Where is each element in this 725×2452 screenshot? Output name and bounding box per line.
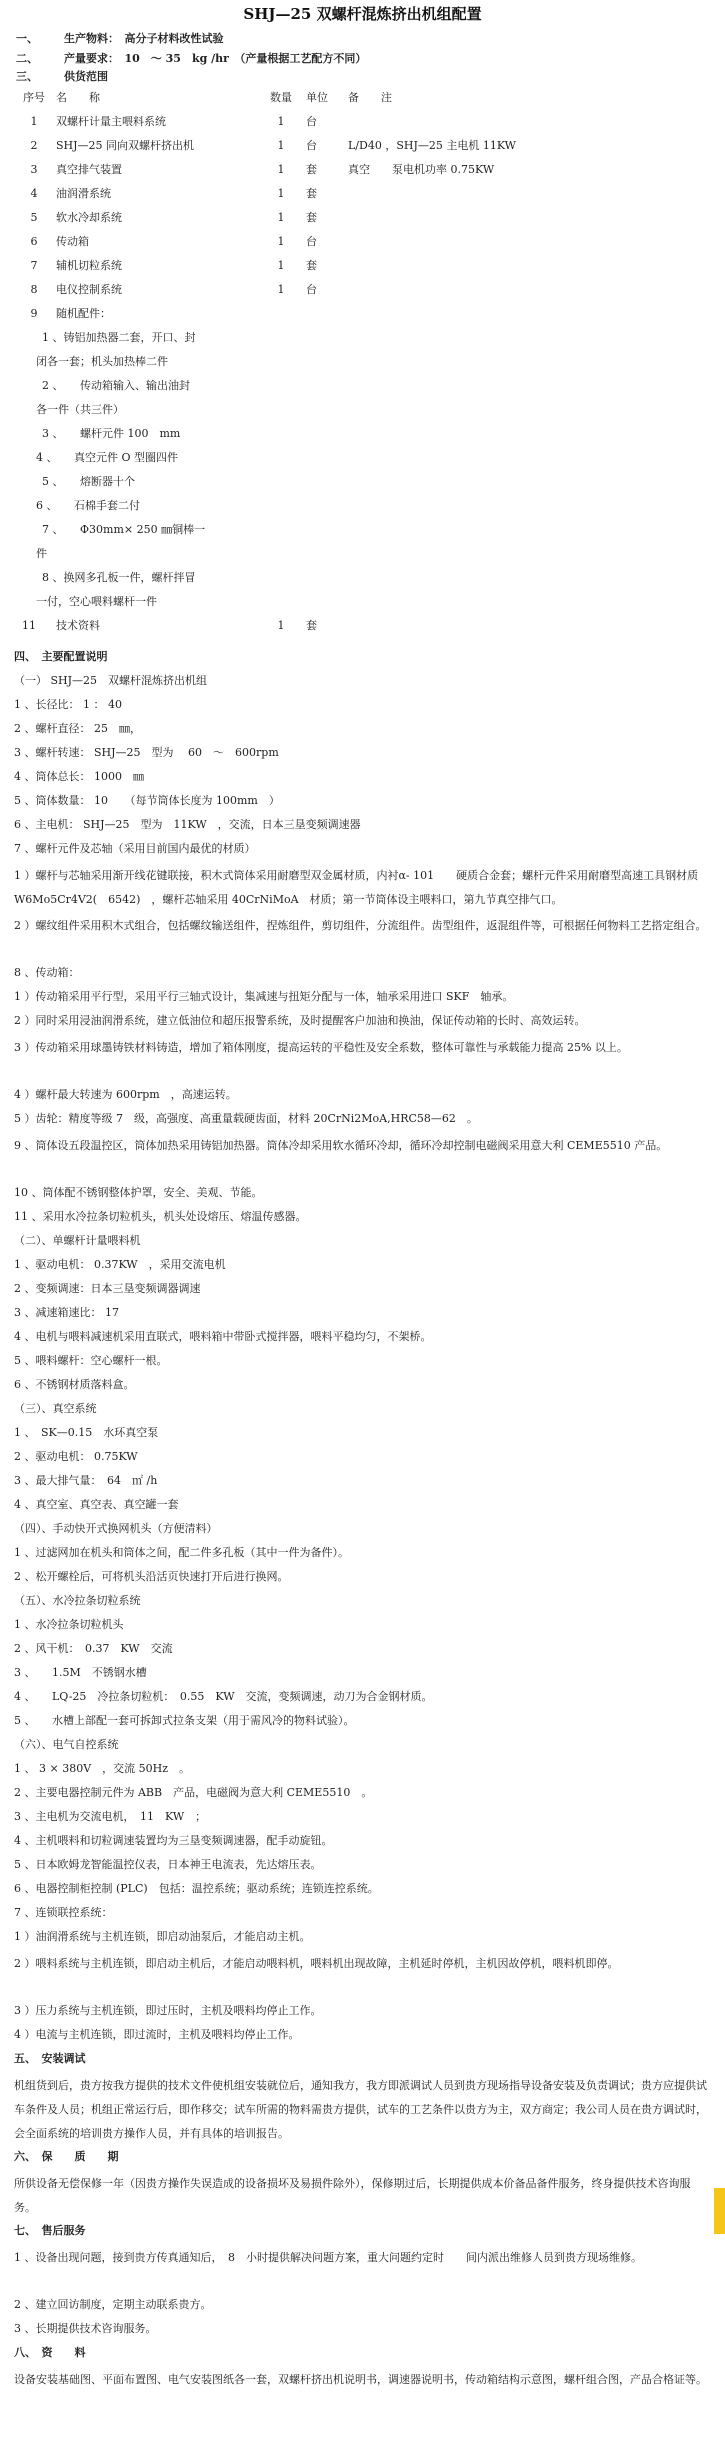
body-line: 5 、日本欧姆龙智能温控仪表，日本神王电流表，先达熔压表。 (14, 1858, 322, 1871)
table-cell: 1 (277, 259, 285, 272)
accessory-text: 7 、 Φ30mm× 250 ㎜铜棒一 (42, 523, 206, 536)
body-line: 1 ）螺杆与芯轴采用渐开线花键联接，积木式筒体采用耐磨型双金属材质，内衬α- 101 硬质合金套；螺杆元件采用耐磨型高速工具钢材质 W6Mo5Cr4V2( 6542) ，螺杆芯轴采用 40CrNiMoA 材质；第一节筒体设主喂料口，第九节真空排气口。 (14, 869, 699, 906)
table-row (14, 230, 714, 254)
body-line: 6 、不锈钢材质落料盒。 (14, 1378, 135, 1391)
table-cell: 技术资料 (56, 619, 100, 632)
body-line: 3 ）压力系统与主机连锁，即过压时，主机及喂料均停止工作。 (14, 2004, 322, 2017)
body-line: 10 、筒体配不锈钢整体护罩，安全、美观、节能。 (14, 1186, 263, 1199)
table-cell: 3 (30, 163, 38, 176)
table-row (14, 302, 714, 326)
table-cell: 备 注 (348, 91, 392, 104)
body-line: 1 、驱动电机： 0.37KW ，采用交流电机 (14, 1258, 226, 1271)
body-line: 4 、 LQ-25 冷拉条切粒机： 0.55 KW 交流，变频调速，动刀为合金钢材质。 (14, 1690, 433, 1703)
body-line: 2 、变频调速：日本三垦变频调器调速 (14, 1282, 201, 1295)
accessory-text: 8 、换网多孔板一件，螺杆拌冒 (42, 571, 196, 584)
table-row (14, 206, 714, 230)
table-cell: 台 (306, 235, 317, 248)
table-row (14, 182, 714, 206)
table-cell: 2 (30, 139, 38, 152)
accessory-text: 一付，空心喂料螺杆一件 (36, 595, 157, 608)
table-row (14, 158, 714, 182)
table-row (14, 110, 714, 134)
table-cell: 套 (306, 211, 317, 224)
head-text: 产量要求： 10 ～ 35 kg /hr （产量根据工艺配方不同） (64, 52, 367, 65)
table-cell: 1 (30, 115, 38, 128)
body-line: 4 、电机与喂料减速机采用直联式，喂料箱中带卧式搅拌器，喂料平稳均匀，不架桥。 (14, 1330, 432, 1343)
body-line: （三）、真空系统 (14, 1402, 97, 1415)
table-cell: 1 (277, 235, 285, 248)
body-line: 6 、主电机： SHJ—25 型为 11KW ，交流，日本三垦变频调速器 (14, 818, 361, 831)
accessory-text: 6 、 石棉手套二付 (36, 499, 140, 512)
section-heading: 五、 安装调试 (14, 2052, 86, 2065)
body-line: 11 、采用水冷拉条切粒机头，机头处设熔压、熔温传感器。 (14, 1210, 307, 1223)
body-line: 2 、螺杆直径： 25 ㎜， (14, 722, 141, 735)
section-number: 二、 (16, 52, 38, 65)
table-cell: 11 (22, 619, 36, 632)
body-line: 2 ）喂料系统与主机连锁，即启动主机后，才能启动喂料机，喂料机出现故障，主机延时停机，主机因故停机，喂料机即停。 (14, 1957, 619, 1970)
body-line: 1 、水冷拉条切粒机头 (14, 1618, 124, 1631)
section-number: 三、 (16, 70, 38, 83)
body-line: 设备安装基础图、平面布置图、电气安装图纸各一套，双螺杆挤出机说明书，调速器说明书，传动箱结构示意图，螺杆组合图，产品合格证等。 (14, 2373, 707, 2386)
accessory-item (14, 590, 714, 614)
accessory-item (14, 470, 714, 494)
table-cell: 单位 (306, 91, 328, 104)
body-line: （二）、单螺杆计量喂料机 (14, 1234, 141, 1247)
body-line: 1 、设备出现问题，接到贵方传真通知后， 8 小时提供解决问题方案，重大问题约定时 间内派出维修人员到贵方现场维修。 (14, 2251, 642, 2264)
table-row (14, 278, 714, 302)
table-cell: 7 (30, 259, 38, 272)
body-line: 3 ）传动箱采用球墨铸铁材料铸造，增加了箱体刚度，提高运转的平稳性及安全系数，整体可靠性与承载能力提高 25% 以上。 (14, 1041, 628, 1054)
body-line: 2 ）同时采用浸油润滑系统，建立低油位和超压报警系统，及时提醒客户加油和换油，保证传动箱的长时、高效运转。 (14, 1014, 586, 1027)
table-cell: 油润滑系统 (56, 187, 111, 200)
table-cell: 序号 (23, 91, 45, 104)
accessory-item (14, 494, 714, 518)
body-line: 3 、长期提供技术咨询服务。 (14, 2322, 157, 2335)
table-cell: 辅机切粒系统 (56, 259, 122, 272)
body-line: 4 、筒体总长： 1000 ㎜ (14, 770, 144, 783)
side-accent-bar (714, 2188, 725, 2234)
accessory-text: 件 (36, 547, 47, 560)
body-line: 2 、主要电器控制元件为 ABB 产品，电磁阀为意大利 CEME5510 。 (14, 1786, 373, 1799)
accessory-text: 3 、 螺杆元件 100 mm (42, 427, 181, 440)
body-line: 3 、 1.5M 不锈钢水槽 (14, 1666, 147, 1679)
body-line: 5 、 水槽上部配一套可拆卸式拉条支架（用于需风冷的物料试验）。 (14, 1714, 355, 1727)
section-heading: 六、 保 质 期 (14, 2150, 119, 2163)
table-cell: 1 (277, 283, 285, 296)
table-row (14, 254, 714, 278)
body-line: 5 ）齿轮：精度等级 7 级，高强度、高重量载硬齿面，材料 20CrNi2MoA,HRC58—62 。 (14, 1112, 478, 1125)
body-line: （六）、电气自控系统 (14, 1738, 119, 1751)
body-line: 4 ）螺杆最大转速为 600rpm ，高速运转。 (14, 1088, 237, 1101)
table-row (14, 614, 714, 638)
table-cell: 1 (277, 139, 285, 152)
body-line: 机组货到后，贵方按我方提供的技术文件使机组安装就位后，通知我方，我方即派调试人员到贵方现场指导设备安装及负责调试；贵方应提供试车条件及人员；机组正常运行后，即作移交；试车所需的物料需贵方提供，试车的工艺条件以贵方为主，双方商定；我公司人员在贵方调试时，会全面系统的培训贵方操作人员，并有具体的培训报告。 (14, 2079, 707, 2140)
accessory-item (14, 422, 714, 446)
accessory-text: 4 、 真空元件 O 型圈四件 (36, 451, 179, 464)
table-cell: 套 (306, 619, 317, 632)
table-row (14, 134, 714, 158)
table-cell: 套 (306, 259, 317, 272)
table-cell: 名 称 (56, 91, 100, 104)
table-cell: 5 (30, 211, 38, 224)
body-line: 6 、电器控制柜控制 (PLC) 包括：温控系统；驱动系统；连锁连控系统。 (14, 1882, 379, 1895)
table-cell: 9 (30, 307, 38, 320)
accessory-item (14, 518, 714, 542)
body-line: 5 、筒体数量： 10 （每节筒体长度为 100mm ） (14, 794, 280, 807)
body-line: 1 ）传动箱采用平行型，采用平行三轴式设计，集减速与扭矩分配与一体，轴承采用进口 SKF 轴承。 (14, 990, 514, 1003)
table-cell: 1 (277, 619, 285, 632)
accessory-item (14, 446, 714, 470)
document-title: SHJ—25 双螺杆混炼挤出机组配置 (243, 5, 482, 23)
body-line: 2 、松开螺栓后，可将机头沿活页快速打开后进行换网。 (14, 1570, 289, 1583)
table-cell: 双螺杆计量主喂料系统 (56, 115, 166, 128)
accessory-item (14, 350, 714, 374)
accessory-item (14, 326, 714, 350)
table-cell: 4 (30, 187, 38, 200)
accessory-item (14, 566, 714, 590)
table-cell: 台 (306, 115, 317, 128)
body-line: 7 、连锁联控系统： (14, 1906, 113, 1919)
table-cell: 套 (306, 187, 317, 200)
body-line: 1 、 3 × 380V ，交流 50Hz 。 (14, 1762, 191, 1775)
body-line: 2 、建立回访制度，定期主动联系贵方。 (14, 2298, 212, 2311)
accessory-text: 各一件（共三件） (36, 403, 124, 416)
accessory-text: 1 、铸铝加热器二套，开口、封 (42, 331, 196, 344)
head-text: 供货范围 (64, 70, 108, 83)
body-line: 8 、传动箱： (14, 966, 80, 979)
table-cell: 真空排气装置 (56, 163, 122, 176)
section-heading: 八、 资 料 (14, 2346, 86, 2359)
body-line: 1 、过滤网加在机头和筒体之间，配二件多孔板（其中一件为备件）。 (14, 1546, 349, 1559)
head-line (14, 68, 710, 86)
supply-table (14, 86, 714, 638)
body-line: 3 、主电机为交流电机， 11 KW ； (14, 1810, 207, 1823)
table-cell: 电仪控制系统 (56, 283, 122, 296)
table-cell: 1 (277, 163, 285, 176)
body-line: 1 、 SK—0.15 水环真空泵 (14, 1426, 159, 1439)
body-line: 3 、减速箱速比： 17 (14, 1306, 119, 1319)
body-line: 2 、风干机： 0.37 KW 交流 (14, 1642, 173, 1655)
section-heading: 七、 售后服务 (14, 2224, 86, 2237)
section-heading: 四、 主要配置说明 (14, 650, 108, 663)
table-cell: 台 (306, 139, 317, 152)
table-header-row (14, 86, 714, 110)
body-line: 4 、主机喂料和切粒调速装置均为三垦变频调速器，配手动旋钮。 (14, 1834, 333, 1847)
accessory-text: 闭各一套；机头加热棒二件 (36, 355, 168, 368)
body-line: （五）、水冷拉条切粒系统 (14, 1594, 141, 1607)
accessory-item (14, 374, 714, 398)
accessory-item (14, 542, 714, 566)
table-cell: 1 (277, 115, 285, 128)
body-line: 1 、长径比： 1 ： 40 (14, 698, 122, 711)
table-cell: 1 (277, 211, 285, 224)
table-cell: 软水冷却系统 (56, 211, 122, 224)
body-line: 5 、喂料螺杆：空心螺杆一根。 (14, 1354, 168, 1367)
head-line (14, 30, 710, 48)
body-line: （一） SHJ—25 双螺杆混炼挤出机组 (14, 674, 208, 687)
table-cell: 随机配件： (56, 307, 111, 320)
table-cell: L/D40 ，SHJ—25 主电机 11KW (348, 139, 516, 152)
accessory-item (14, 398, 714, 422)
body-line: 4 、真空室、真空表、真空罐一套 (14, 1498, 179, 1511)
accessory-text: 2 、 传动箱输入、输出油封 (42, 379, 190, 392)
body-line: （四）、手动快开式换网机头（方便清料） (14, 1522, 218, 1535)
body-line: 4 ）电流与主机连锁，即过流时，主机及喂料均停止工作。 (14, 2028, 300, 2041)
body-line: 所供设备无偿保修一年（因贵方操作失误造成的设备损坏及易损件除外），保修期过后，长期提供成本价备品备件服务，终身提供技术咨询服务。 (14, 2177, 691, 2214)
table-cell: 传动箱 (56, 235, 89, 248)
body-line: 9 、筒体设五段温控区，筒体加热采用铸铝加热器。筒体冷却采用软水循环冷却，循环冷却控制电磁阀采用意大利 CEME5510 产品。 (14, 1139, 668, 1152)
table-cell: 真空 泵电机功率 0.75KW (348, 163, 495, 176)
body-line: 2 、驱动电机： 0.75KW (14, 1450, 138, 1463)
body-line: 3 、最大排气量： 64 ㎡ /h (14, 1474, 158, 1487)
table-cell: SHJ—25 同向双螺杆挤出机 (56, 139, 195, 152)
table-cell: 套 (306, 163, 317, 176)
table-cell: 1 (277, 187, 285, 200)
body-line: 2 ）螺纹组件采用积木式组合，包括螺纹输送组件，捏炼组件，剪切组件，分流组件。齿型组件，返混组件等，可根据任何物料工艺搭定组合。 (14, 919, 707, 932)
head-text: 生产物料： 高分子材料改性试验 (64, 32, 224, 45)
body-line: 3 、螺杆转速： SHJ—25 型为 60 ～ 600rpm (14, 746, 279, 759)
section-number: 一、 (16, 32, 38, 45)
body-line: 1 ）油润滑系统与主机连锁，即启动油泵后，才能启动主机。 (14, 1930, 311, 1943)
body-line: 7 、螺杆元件及芯轴（采用目前国内最优的材质） (14, 842, 256, 855)
table-cell: 数量 (270, 91, 292, 104)
table-cell: 8 (30, 283, 38, 296)
accessory-text: 5 、 熔断器十个 (42, 475, 135, 488)
table-cell: 台 (306, 283, 317, 296)
head-line (14, 50, 710, 68)
table-cell: 6 (30, 235, 38, 248)
